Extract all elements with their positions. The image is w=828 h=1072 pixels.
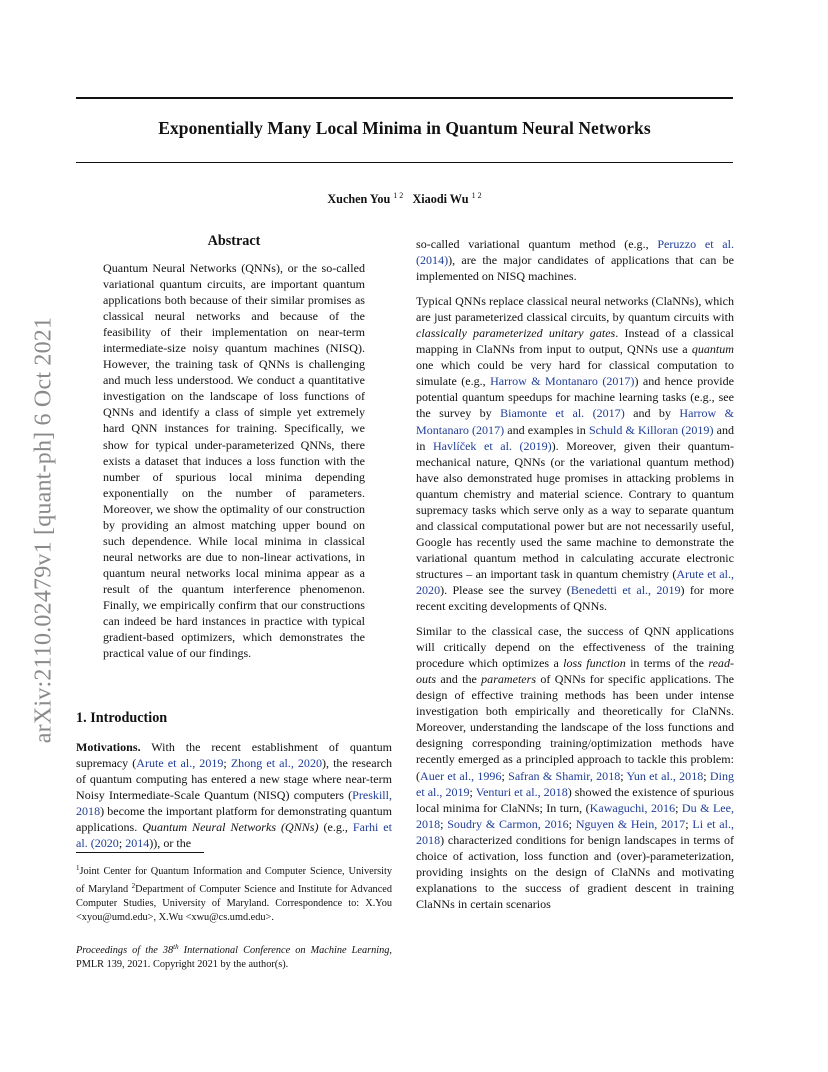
paper-title: Exponentially Many Local Minima in Quantum Neural Networks	[158, 118, 651, 138]
text-run: and in	[416, 422, 734, 453]
affiliation-footnote	[76, 861, 392, 925]
citation-link[interactable]: Soudry & Carmon, 2016	[447, 816, 569, 831]
text-run: ;	[440, 816, 448, 831]
proceedings-text: Proceedings of the 38	[76, 945, 174, 956]
text-run: and the	[436, 672, 482, 687]
text-run: ) showed the existence of spurious local minima for ClaNNs; In turn, (	[416, 784, 734, 815]
citation-link[interactable]: Du & Lee, 2018	[416, 800, 735, 831]
text-run: ;	[675, 800, 682, 815]
text-run: and by	[624, 406, 680, 421]
proceedings-superscript: th	[173, 943, 179, 951]
title-top-rule	[76, 97, 733, 99]
abstract-heading: Abstract	[207, 233, 261, 249]
emphasized-text: loss function	[563, 656, 626, 671]
introduction-paragraph	[76, 739, 392, 851]
citation-link[interactable]: Venturi et al., 2018	[475, 784, 568, 799]
text-run: ), the research of quantum computing has entered a new stage where near-term Noisy Intermediate-Scale Quantum (NISQ) computers (	[76, 756, 392, 803]
text-run: ), are the major candidates of applications that can be implemented on NISQ machines.	[416, 253, 734, 284]
introduction-text	[76, 739, 392, 851]
text-run: so-called variational quantum method (e.g.,	[416, 237, 658, 251]
paragraph	[416, 236, 734, 284]
abstract-text	[103, 260, 365, 661]
text-run: ) become the important platform for demonstrating quantum applications.	[76, 804, 392, 835]
text-run: ). Please see the survey (	[440, 582, 571, 597]
author-list	[76, 191, 733, 207]
citation-link[interactable]: Arute et al., 2019	[136, 756, 224, 771]
text-run: one which could be very hard for classical computation to simulate (e.g.,	[416, 358, 734, 389]
text-run: ;	[118, 836, 126, 851]
footnote-mark: 2	[131, 882, 136, 891]
proceedings-text: , PMLR 139, 2021. Copyright 2021 by the author(s).	[76, 945, 392, 971]
citation-link[interactable]: Benedetti et al., 2019	[570, 582, 681, 597]
paragraph	[416, 623, 734, 912]
emphasized-text: Quantum Neural Networks (QNNs)	[142, 820, 319, 835]
text-run: Similar to the classical case, the success of QNN applications will critically depend on the effectiveness of the training procedure which optimizes a	[416, 624, 734, 671]
right-column-text	[416, 236, 734, 921]
text-run: and examples in	[504, 422, 589, 437]
citation-link[interactable]: Harrow & Montanaro (2017)	[416, 406, 734, 437]
arxiv-stamp: arXiv:2110.02479v1 [quant-ph] 6 Oct 2021	[30, 316, 57, 744]
text-run: ;	[685, 816, 693, 831]
text-run: Typical QNNs replace classical neural networks (ClaNNs), which are just parameterized classical circuits, by quantum circuits with	[416, 294, 734, 325]
author-affiliation-marks: 1 2	[393, 191, 404, 200]
section-heading-introduction: 1. Introduction	[76, 710, 168, 726]
citation-link[interactable]: 2014	[125, 836, 150, 851]
citation-link[interactable]: Biamonte et al. (2017)	[500, 406, 625, 421]
citation-link[interactable]: Zhong et al., 2020	[230, 756, 322, 771]
text-run: in terms of the	[625, 656, 709, 671]
text-run: ). Moreover, given their quantum-mechanical nature, QNNs (or the variational quantum method) have also demonstrated huge promises in attacking problems in quantum chemistry and material science. Contrary to quantum supremacy tasks which serve only as a way to separate quantum and classical computational power but are not necessarily useful, Google has recently used the same machine to demonstrate the variational quantum method in calculating accurate electronic structures – an important task in quantum chemistry (	[416, 438, 735, 581]
emphasized-text: read-outs	[416, 656, 734, 687]
proceedings-note	[76, 940, 392, 972]
text-run: ) and hence provide potential quantum speedups for machine learning tasks (e.g., see the survey by	[416, 374, 734, 421]
text-run: ) for more recent exciting developments of QNNs.	[416, 582, 734, 614]
footnote-mark: 1	[76, 864, 80, 872]
run-in-heading: Motivations.	[76, 740, 141, 754]
footnote-rule	[76, 852, 204, 853]
citation-link[interactable]: Auer et al., 1996	[420, 768, 502, 783]
emphasized-text: quantum	[691, 342, 734, 357]
citation-link[interactable]: Kawaguchi, 2016	[589, 800, 676, 815]
text-run: ) characterized conditions for benign landscapes in terms of choice of activation, loss function and (over)-parameterization, providing insights on the design of ClaNNs and motivating explanations to the success of gradient descent in training ClaNNs in certain scenarios	[416, 832, 734, 911]
citation-link[interactable]: Ding et al., 2019	[416, 768, 734, 799]
footnote-text: Department of Computer Science and Institute for Advanced Computer Studies, University of Maryland. Correspondence to: X.You <xyou@umd.edu>, X.Wu <xwu@cs.umd.edu>.	[76, 884, 392, 924]
text-run: ;	[703, 768, 710, 783]
text-run: ;	[223, 756, 231, 771]
citation-link[interactable]: Farhi et al. (2020	[76, 820, 393, 851]
citation-link[interactable]: Arute et al., 2020	[416, 566, 734, 597]
abstract-paragraph: Quantum Neural Networks (QNNs), or the so-called variational quantum circuits, are important quantum applications both because of their similar promises as classical neural networks and because of the feasibility of their implementation on near-term intermediate-size noisy quantum machines (NISQ). However, the training task of QNNs is challenging and much less understood. We conduct a quantitative investigation on the landscape of loss functions of QNNs and identify a class of simple yet extremely hard QNN instances for training. Specifically, we show for typical under-parameterized QNNs, there exists a dataset that induces a loss function with the number of spurious local minima depending exponentially on the number of parameters. Moreover, we show the optimality of our construction by providing an almost matching upper bound on such dependence. While local minima in classical neural networks are due to non-linear activations, in quantum neural networks local minima appear as a result of the quantum interference phenomenon. Finally, we empirically confirm that our constructions can indeed be hard instances in practice with typical gradient-based optimizers, which demonstrates the practical value of our findings.	[103, 261, 365, 661]
citation-link[interactable]: Nguyen & Hein, 2017	[575, 816, 686, 831]
citation-link[interactable]: Preskill, 2018	[76, 788, 392, 819]
emphasized-text: parameters	[481, 672, 537, 687]
text-run: ;	[469, 784, 476, 799]
text-run: . Instead of a classical mapping in ClaNNs from input to output, QNNs use a	[416, 326, 734, 357]
text-run: ;	[620, 768, 627, 783]
text-run: )), or the	[149, 836, 192, 851]
footnote-text: Joint Center for Quantum Information and Computer Science, University of Maryland	[76, 866, 392, 896]
citation-link[interactable]: Li et al., 2018	[416, 816, 735, 847]
text-run: ;	[568, 816, 576, 831]
citation-link[interactable]: Harrow & Montanaro (2017)	[490, 374, 635, 389]
text-run: With the recent establishment of quantum supremacy (	[76, 740, 392, 771]
emphasized-text: classically parameterized unitary gates	[416, 326, 616, 341]
text-run: (e.g.,	[318, 820, 353, 835]
text-run: of QNNs for specific applications. The design of effective training methods has been under intense investigation both empirically and theoretically for ClaNNs. Moreover, understanding the landscape of the loss functions and designing corresponding training/optimization methods have recently emerged as a principled approach to tackle this problem: (	[416, 672, 734, 783]
citation-link[interactable]: Havlíček et al. (2019)	[432, 438, 552, 453]
citation-link[interactable]: Peruzzo et al. (2014)	[416, 237, 734, 268]
author-affiliation-marks: 1 2	[471, 191, 482, 200]
paragraph	[416, 293, 734, 614]
text-run: ;	[501, 768, 509, 783]
author-name: Xuchen You	[327, 192, 391, 206]
citation-link[interactable]: Safran & Shamir, 2018	[508, 768, 621, 783]
author-name: Xiaodi Wu	[412, 192, 469, 206]
proceedings-text: International Conference on Machine Learning	[178, 945, 390, 956]
citation-link[interactable]: Schuld & Killoran (2019)	[588, 422, 714, 437]
citation-link[interactable]: Yun et al., 2018	[626, 768, 704, 783]
title-bottom-rule	[76, 162, 733, 163]
